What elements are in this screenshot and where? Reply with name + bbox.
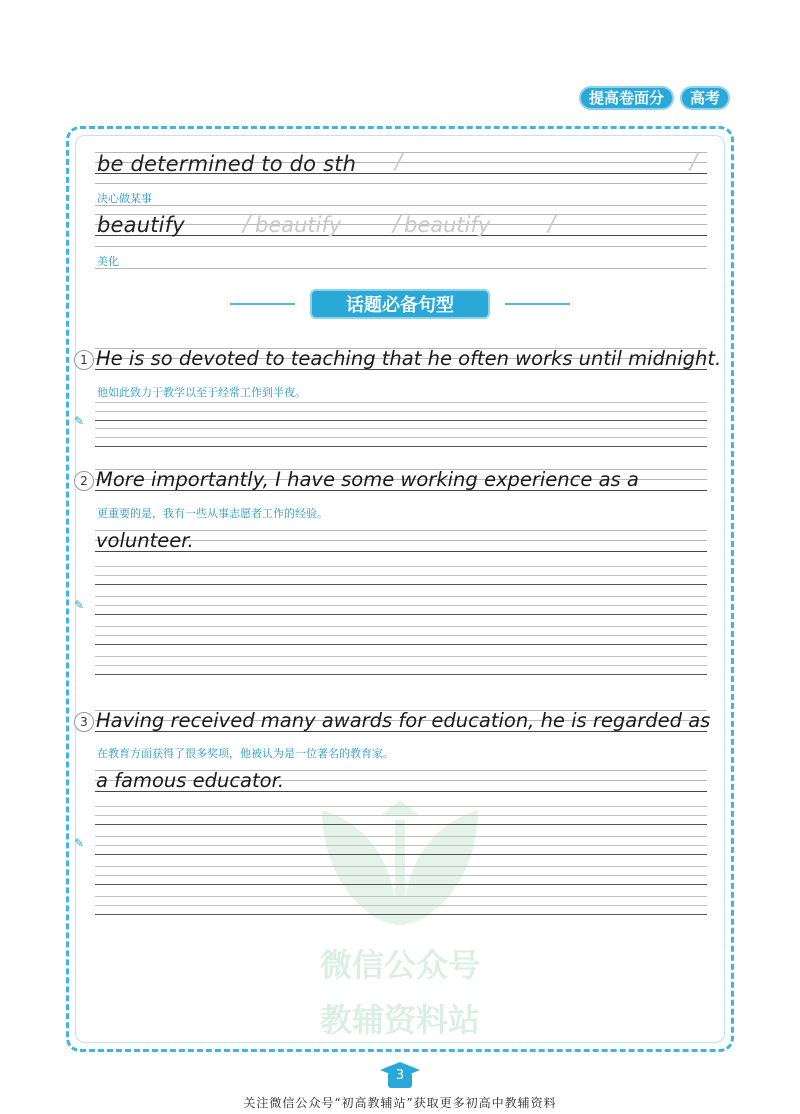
banner-line-right <box>505 303 570 305</box>
divider-slash: / <box>395 150 403 175</box>
vocab-word: be determined to do sth <box>97 152 357 176</box>
practice-lines <box>95 656 707 680</box>
footer-note: 关注微信公众号“初高教辅站”获取更多初高中教辅资料 <box>243 1096 557 1110</box>
circled-number: 3 <box>74 712 94 732</box>
page-number: 3 <box>395 1068 405 1083</box>
sentence-line: More importantly, I have some working experience as a <box>96 468 639 491</box>
practice-lines <box>95 806 707 830</box>
divider-slash: / <box>243 212 251 237</box>
divider-slash: / <box>393 212 401 237</box>
vocab-meaning: 决心做某事 <box>97 192 152 205</box>
rule-line <box>95 246 707 248</box>
sentence-line: a famous educator. <box>96 769 285 792</box>
sentence-line: volunteer. <box>96 529 194 552</box>
practice-lines <box>95 896 707 920</box>
vocab-meaning: 美化 <box>97 255 119 268</box>
trace-word: beautify <box>255 213 342 237</box>
divider-slash: / <box>548 212 556 237</box>
rule-line <box>95 183 707 185</box>
pen-icon: ✎ <box>74 414 85 428</box>
pen-icon: ✎ <box>74 598 85 612</box>
section-title: 话题必备句型 <box>310 289 490 319</box>
banner-line-left <box>230 303 295 305</box>
practice-lines <box>95 566 707 590</box>
trace-word: beautify <box>404 213 491 237</box>
practice-lines <box>95 402 707 426</box>
writing-lines <box>95 214 707 236</box>
sentence-translation: 在教育方面获得了很多奖项，他被认为是一位著名的教育家。 <box>97 747 394 760</box>
sentence-translation: 他如此致力于教学以至于经常工作到半夜。 <box>97 386 306 399</box>
sentence-line: Having received many awards for education, he is regarded as <box>96 709 711 732</box>
watermark-line2: 教辅资料站 <box>319 1001 480 1039</box>
watermark-line1: 微信公众号 <box>319 946 480 984</box>
sentence-translation: 更重要的是，我有一些从事志愿者工作的经验。 <box>97 507 328 520</box>
circled-number: 1 <box>74 350 94 370</box>
header-tags <box>579 86 730 110</box>
divider-slash: / <box>690 150 698 175</box>
rule-line <box>95 268 707 270</box>
circled-number: 2 <box>74 471 94 491</box>
practice-lines <box>95 866 707 890</box>
tag-improve-score: 提高卷面分 <box>579 86 674 110</box>
practice-lines <box>95 626 707 650</box>
vocab-word: beautify <box>97 213 185 237</box>
pen-icon: ✎ <box>74 836 85 850</box>
tag-gaokao: 高考 <box>680 86 730 110</box>
sentence-line: He is so devoted to teaching that he often works until midnight. <box>96 347 722 370</box>
practice-lines <box>95 596 707 620</box>
practice-lines <box>95 836 707 860</box>
rule-line <box>95 205 707 207</box>
practice-lines <box>95 428 707 452</box>
